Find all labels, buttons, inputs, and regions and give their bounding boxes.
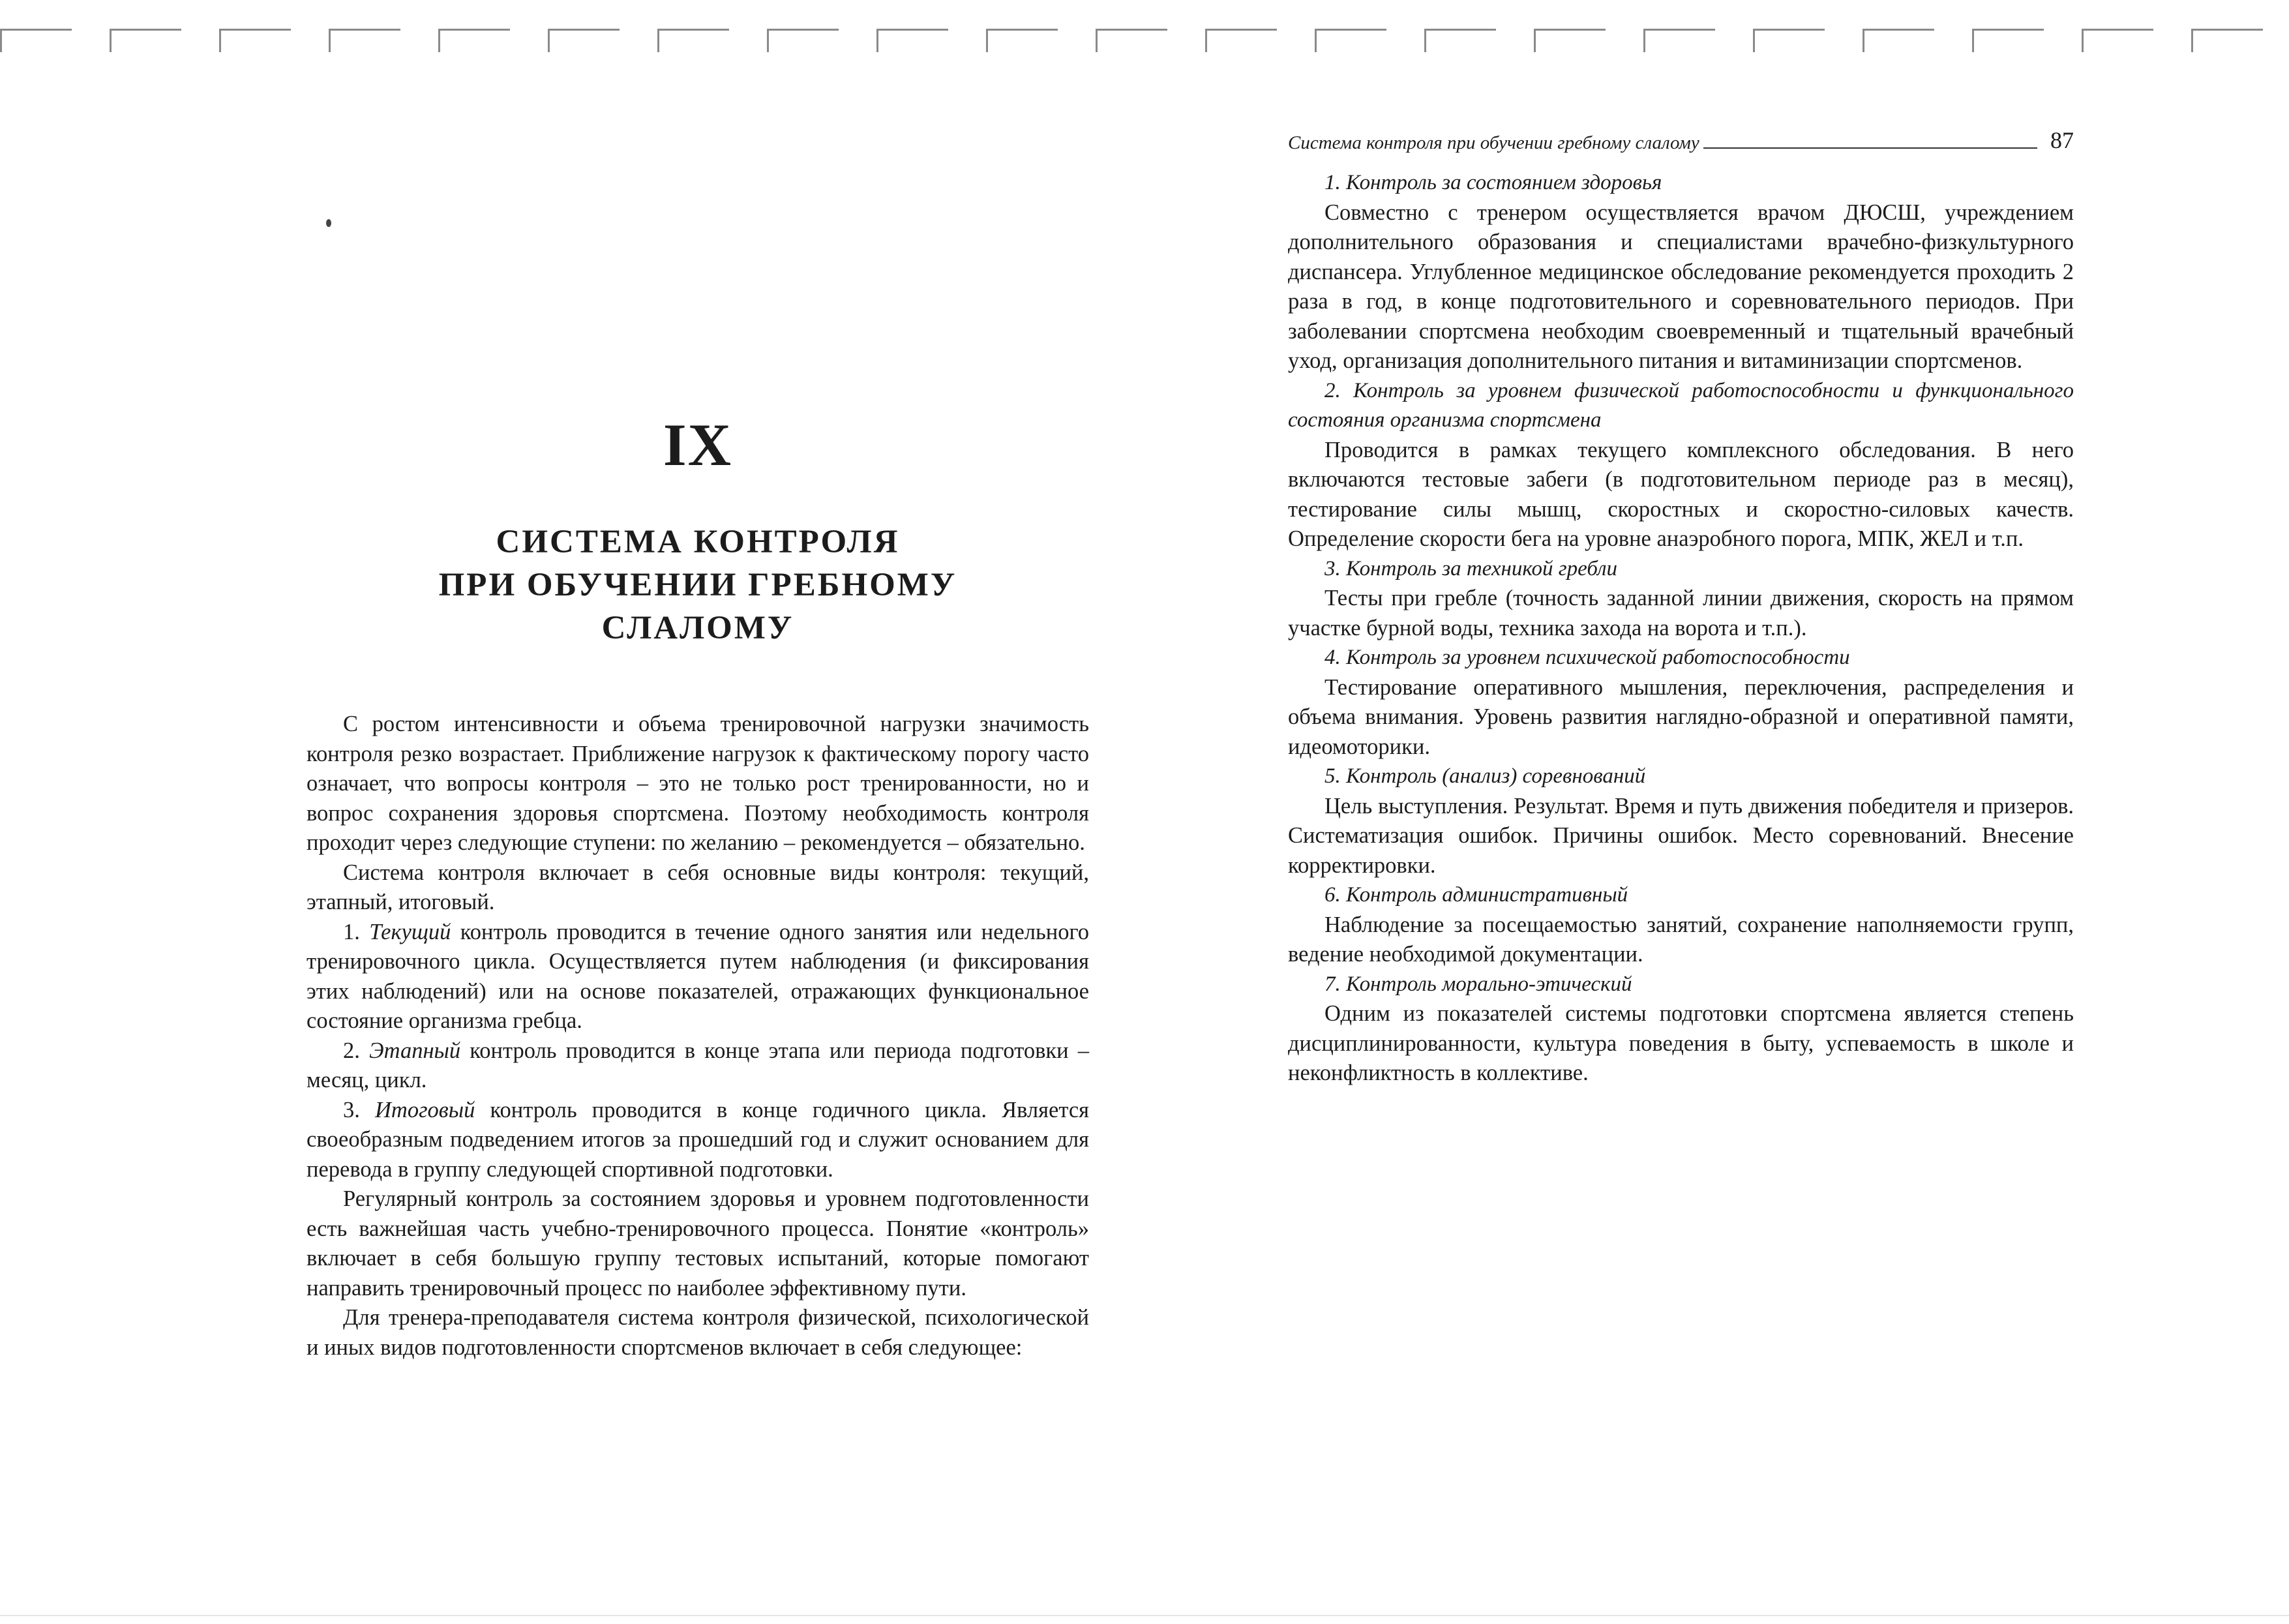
binding-mark — [1643, 29, 1715, 52]
running-rule — [1703, 147, 2037, 149]
chapter-title-line: СИСТЕМА КОНТРОЛЯ — [496, 524, 900, 560]
binding-mark — [1205, 29, 1277, 52]
italic-term: Текущий — [369, 919, 451, 944]
left-body — [307, 710, 1089, 1362]
section-heading: 1. Контроль за состоянием здоровья — [1324, 171, 1662, 194]
binding-mark — [219, 29, 291, 52]
italic-term: Итоговый — [374, 1097, 475, 1122]
chapter-title — [307, 520, 1089, 650]
section-text: Тесты при гребле (точность заданной линии движения, скорость на прямом участке бурной воды, техника захода на ворота и т.п.). — [1288, 586, 2074, 640]
paragraph — [307, 1096, 1089, 1185]
binding-mark — [110, 29, 181, 52]
binding-mark — [1424, 29, 1496, 52]
binding-mark — [0, 29, 72, 52]
paragraph: Для тренера-преподавателя система контроля физической, психологической и иных видов подготовленности спортсменов включает в себя следующее: — [307, 1305, 1089, 1360]
page-number: 87 — [2050, 127, 2074, 153]
binding-mark — [438, 29, 510, 52]
section-heading: 3. Контроль за техникой гребли — [1324, 556, 1618, 580]
section-heading: 6. Контроль административный — [1324, 883, 1628, 907]
paragraph-text: контроль проводится в течение одного занятия или недельного тренировочного цикла. Осуществляется путем наблюдения (и фиксирования этих наблюдений) или на основе показателей, отражающих функциональное состояние организма гребца. — [307, 919, 1090, 1033]
item-number: 1. — [343, 919, 370, 944]
spiral-binding — [0, 0, 2289, 65]
paragraph: С ростом интенсивности и объема тренировочной нагрузки значимость контроля резко возрастает. Приближение нагрузок к фактическому порогу часто означает, что вопросы контроля – это не только рост тренированности, но и вопрос сохранения здоровья спортсмена. Поэтому необходимость контроля проходит через следующие ступени: по желанию – рекомендуется – обязательно. — [307, 712, 1089, 855]
right-page — [1288, 121, 2074, 1089]
binding-mark — [657, 29, 729, 52]
section-heading: 4. Контроль за уровнем психической работоспособности — [1324, 646, 1850, 669]
chapter-title-line: ПРИ ОБУЧЕНИИ ГРЕБНОМУ — [438, 567, 957, 603]
binding-mark — [548, 29, 620, 52]
paragraph — [307, 918, 1089, 1036]
paragraph-text: контроль проводится в конце этапа или периода подготовки – месяц, цикл. — [307, 1038, 1089, 1092]
item-number: 3. — [343, 1097, 375, 1122]
italic-term: Этапный — [369, 1038, 461, 1063]
section-text: Цель выступления. Результат. Время и путь движения победителя и призеров. Систематизация ошибок. Причины ошибок. Место соревнований. Внесение корректировки. — [1288, 793, 2074, 878]
item-number: 2. — [343, 1038, 370, 1063]
binding-mark — [1972, 29, 2044, 52]
section-text: Наблюдение за посещаемостью занятий, сохранение наполняемости групп, ведение необходимой документации. — [1288, 912, 2074, 967]
binding-mark — [986, 29, 1058, 52]
binding-mark — [2082, 29, 2153, 52]
binding-mark — [329, 29, 400, 52]
left-page — [307, 391, 1089, 1362]
binding-mark — [2191, 29, 2263, 52]
section-text: Тестирование оперативного мышления, переключения, распределения и объема внимания. Уровень развития наглядно-образной и оперативной памяти, идеомоторики. — [1288, 674, 2074, 759]
running-head — [1288, 121, 2074, 154]
paragraph: Система контроля включает в себя основные виды контроля: текущий, этапный, итоговый. — [307, 860, 1089, 914]
running-title: Система контроля при обучении гребному слалому — [1288, 132, 1699, 153]
section-heading: 2. Контроль за уровнем физической работоспособности и функционального состояния организма спортсмена — [1288, 378, 2074, 432]
chapter-title-line: СЛАЛОМУ — [601, 610, 794, 646]
binding-mark — [1863, 29, 1934, 52]
binding-mark — [767, 29, 839, 52]
section-heading: 5. Контроль (анализ) соревнований — [1324, 764, 1646, 788]
right-body — [1288, 168, 2074, 1089]
binding-mark — [1534, 29, 1606, 52]
section-text: Совместно с тренером осуществляется врачом ДЮСШ, учреждением дополнительного образования и специалистами врачебно-физкультурного диспансера. Углубленное медицинское обследование рекомендуется проходить 2 раза в год, в конце подготовительного и соревновательного периодов. При заболевании спортсмена необходим своевременный и тщательный врачебный уход, организация дополнительного питания и витаминизации спортсменов. — [1288, 200, 2074, 373]
chapter-number: IX — [663, 412, 733, 478]
binding-mark — [1096, 29, 1167, 52]
scan-speck — [326, 219, 331, 227]
binding-mark — [1753, 29, 1825, 52]
section-text: Проводится в рамках текущего комплексного обследования. В него включаются тестовые забеги (в подготовительном периоде раз в месяц), тестирование силы мышц, скоростных и скоростно-силовых качеств. Определение скорости бега на уровне анаэробного порога, МПК, ЖЕЛ и т.п. — [1288, 437, 2074, 551]
binding-mark — [876, 29, 948, 52]
paragraph: Регулярный контроль за состоянием здоровья и уровнем подготовленности есть важнейшая часть учебно-тренировочного процесса. Понятие «контроль» включает в себя большую группу тестовых испытаний, которые помогают направить тренировочный процесс по наиболее эффективному пути. — [307, 1186, 1089, 1301]
paragraph-text: контроль проводится в конце годичного цикла. Является своеобразным подведением итогов за прошедший год и служит основанием для перевода в группу следующей спортивной подготовки. — [307, 1097, 1090, 1182]
section-text: Одним из показателей системы подготовки спортсмена является степень дисциплинированности, культура поведения в быту, успеваемость в школе и неконфликтность в коллективе. — [1288, 1001, 2074, 1085]
section-heading: 7. Контроль морально-этический — [1324, 972, 1632, 996]
paragraph — [307, 1036, 1089, 1096]
binding-mark — [1315, 29, 1386, 52]
page-bottom-edge — [0, 1615, 2289, 1616]
